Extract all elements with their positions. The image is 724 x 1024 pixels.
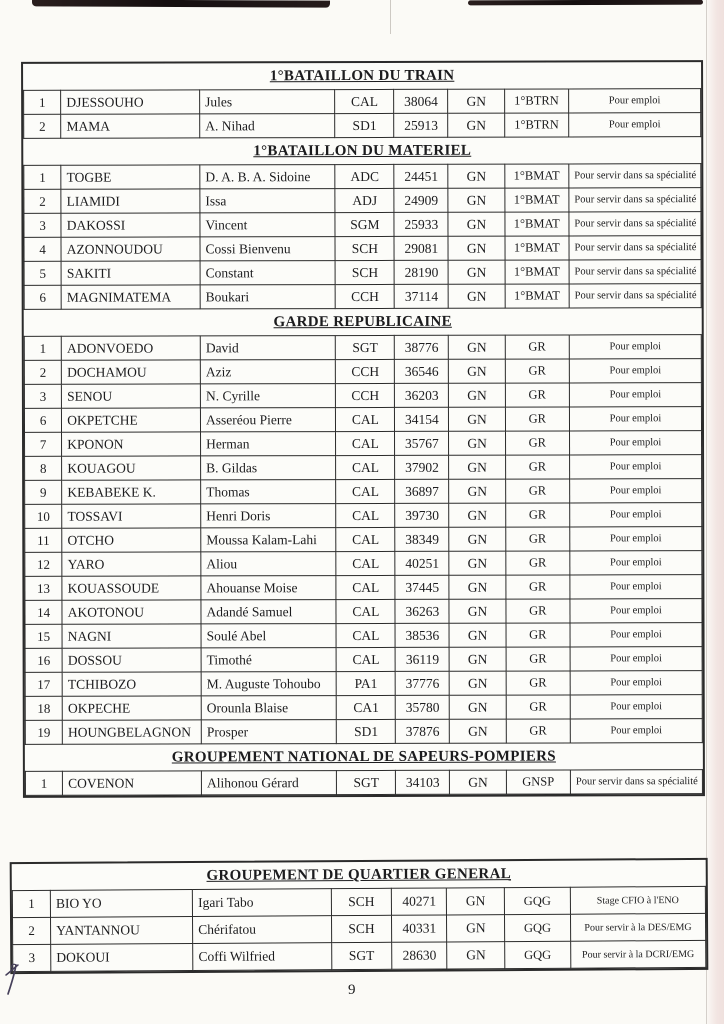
table-cell: 1°BMAT xyxy=(505,212,569,236)
table-cell: CAL xyxy=(336,479,395,503)
table-cell: Pour emploi xyxy=(570,671,702,695)
table-cell: CAL xyxy=(336,455,395,479)
table-cell: SCH xyxy=(331,888,391,915)
table-row xyxy=(25,770,702,796)
section-title xyxy=(25,743,703,771)
table-cell: 14 xyxy=(25,600,62,624)
table-cell: Stage CFIO à l'ENO xyxy=(570,886,705,914)
table-cell: COVENON xyxy=(63,771,202,795)
table-cell: Aziz xyxy=(200,360,335,384)
table-cell: Pour emploi xyxy=(569,113,701,137)
table-cell: SGT xyxy=(337,770,396,794)
table-cell: Pour servir dans sa spécialité xyxy=(569,164,701,188)
table-cell: Boukari xyxy=(200,285,335,309)
table-row xyxy=(25,431,702,457)
table-cell: DOKOUI xyxy=(51,944,193,972)
table-cell: David xyxy=(200,336,335,360)
table-cell: 11 xyxy=(25,528,62,552)
table-cell: GN xyxy=(448,164,504,188)
table-cell: GN xyxy=(450,719,506,743)
table-cell: AKOTONOU xyxy=(62,600,201,624)
table-cell: KOUAGOU xyxy=(62,456,201,480)
table-cell: D. A. B. A. Sidoine xyxy=(200,165,335,189)
page-edge-tint xyxy=(706,0,724,1024)
table-cell: GN xyxy=(449,260,505,284)
table-cell: 29081 xyxy=(394,236,448,260)
table-cell: GR xyxy=(505,455,569,479)
table-cell: Ahouanse Moise xyxy=(201,576,336,600)
table-cell: 40331 xyxy=(392,915,448,942)
table-cell: Vincent xyxy=(200,213,335,237)
table-cell: 13 xyxy=(25,576,62,600)
table-cell: Pour emploi xyxy=(570,623,702,647)
table-cell: OKPECHE xyxy=(62,696,201,720)
table-cell: BIO YO xyxy=(50,890,192,918)
table-cell: GN xyxy=(449,599,505,623)
table-cell: GN xyxy=(449,551,505,575)
table-cell: GR xyxy=(506,671,570,695)
table-row xyxy=(25,479,702,505)
table-cell: NAGNI xyxy=(62,624,201,648)
table-cell: Thomas xyxy=(201,480,336,504)
table-cell: CAL xyxy=(336,551,395,575)
table-cell: CCH xyxy=(336,284,395,308)
table-cell: GR xyxy=(506,695,570,719)
table-cell: CAL xyxy=(336,647,395,671)
table-cell: 6 xyxy=(24,408,61,432)
table-cell: 35767 xyxy=(395,431,449,455)
table-cell: GN xyxy=(448,113,504,137)
handwritten-x-mark xyxy=(2,962,26,998)
table-cell: 18 xyxy=(25,696,62,720)
table-cell: 37876 xyxy=(396,719,450,743)
table-cell: CCH xyxy=(336,383,395,407)
table-cell: GQG xyxy=(504,914,570,941)
table-cell: Pour servir à la DCRI/EMG xyxy=(570,940,705,968)
table-cell: CCH xyxy=(336,359,395,383)
table-cell: Pour emploi xyxy=(570,575,702,599)
table-cell: Pour servir dans sa spécialité xyxy=(569,188,701,212)
table-cell: GQG xyxy=(504,887,570,914)
table-row xyxy=(25,719,702,745)
section-table xyxy=(12,886,706,972)
table-cell: 37776 xyxy=(395,671,449,695)
table-cell: N. Cyrille xyxy=(200,384,335,408)
table-cell: GN xyxy=(450,671,506,695)
table-cell: SENOU xyxy=(62,384,201,408)
table-cell: 1°BMAT xyxy=(505,236,569,260)
table-cell: Pour emploi xyxy=(569,431,701,455)
table-cell: 1 xyxy=(24,165,61,189)
table-cell: Pour emploi xyxy=(569,89,701,113)
table-cell: Pour emploi xyxy=(570,551,702,575)
table-row xyxy=(24,383,701,409)
table-cell: CAL xyxy=(336,407,395,431)
table-cell: 1°BMAT xyxy=(504,164,568,188)
table-cell: 37114 xyxy=(394,284,448,308)
table-section-bataillon-materiel xyxy=(23,137,701,310)
table-row xyxy=(24,335,701,361)
table-cell: 17 xyxy=(25,672,62,696)
table-cell: 1°BMAT xyxy=(505,188,569,212)
table-cell: ADONVOEDO xyxy=(61,336,200,360)
table-section-garde-republicaine xyxy=(24,308,703,745)
table-cell: Cossi Bienvenu xyxy=(200,237,335,261)
table-cell: Pour servir dans sa spécialité xyxy=(569,212,701,236)
section-title-text: 1°BATAILLON DU MATERIEL xyxy=(253,142,472,160)
personnel-table-quartier-general xyxy=(10,858,709,974)
table-cell: GR xyxy=(506,623,570,647)
table-cell: SCH xyxy=(335,236,394,260)
table-row xyxy=(25,551,702,577)
table-cell: 2 xyxy=(24,189,61,213)
table-cell: Pour servir dans sa spécialité xyxy=(570,770,702,794)
table-cell: GN xyxy=(448,212,504,236)
table-cell: GN xyxy=(447,888,505,915)
table-cell: GQG xyxy=(505,941,571,968)
table-cell: GN xyxy=(450,647,506,671)
scanner-ink-artifact-left xyxy=(32,0,330,8)
table-cell: Herman xyxy=(201,432,336,456)
table-cell: GN xyxy=(449,359,505,383)
table-cell: Pour emploi xyxy=(569,359,701,383)
table-row xyxy=(25,599,702,625)
table-cell: 5 xyxy=(24,261,61,285)
table-cell: GR xyxy=(505,335,569,359)
table-cell: 7 xyxy=(25,432,62,456)
table-row xyxy=(24,284,701,310)
paper-fold-line xyxy=(390,0,391,34)
table-cell: GN xyxy=(447,915,505,942)
page-number: 9 xyxy=(348,982,356,998)
table-cell: M. Auguste Tohoubo xyxy=(201,672,336,696)
table-cell: 1°BTRN xyxy=(504,113,568,137)
table-cell: B. Gildas xyxy=(201,456,336,480)
table-cell: YARO xyxy=(62,552,201,576)
table-cell: GR xyxy=(505,479,569,503)
table-cell: GNSP xyxy=(506,770,570,794)
table-cell: Alihonou Gérard xyxy=(201,771,336,795)
table-cell: TCHIBOZO xyxy=(62,672,201,696)
table-cell: GR xyxy=(506,647,570,671)
table-cell: Pour servir dans sa spécialité xyxy=(569,284,701,308)
table-cell: 12 xyxy=(25,552,62,576)
section-table xyxy=(25,769,703,796)
table-cell: GN xyxy=(448,236,504,260)
table-cell: SGT xyxy=(331,942,391,969)
table-cell: GR xyxy=(505,503,569,527)
table-cell: GR xyxy=(506,599,570,623)
table-cell: Coffi Wilfried xyxy=(193,943,332,971)
table-cell: CAL xyxy=(336,623,395,647)
table-cell: KPONON xyxy=(62,432,201,456)
table-cell: Pour emploi xyxy=(569,335,701,359)
table-row xyxy=(25,695,702,721)
table-cell: 15 xyxy=(25,624,62,648)
table-row xyxy=(24,260,701,286)
table-cell: Igari Tabo xyxy=(193,889,332,917)
table-cell: 4 xyxy=(24,237,61,261)
table-cell: Constant xyxy=(200,261,335,285)
table-cell: 1°BTRN xyxy=(504,89,568,113)
personnel-table-main xyxy=(21,60,705,798)
table-row xyxy=(24,359,701,385)
table-cell: Moussa Kalam-Lahi xyxy=(201,528,336,552)
table-cell: GN xyxy=(449,503,505,527)
table-cell: GN xyxy=(449,479,505,503)
table-cell: GN xyxy=(449,623,505,647)
table-cell: GN xyxy=(449,575,505,599)
table-cell: 1 xyxy=(24,336,61,360)
table-cell: GR xyxy=(505,359,569,383)
table-cell: 1 xyxy=(24,90,61,114)
table-row xyxy=(25,455,702,481)
table-cell: CAL xyxy=(336,527,395,551)
table-cell: GR xyxy=(505,527,569,551)
table-row xyxy=(24,236,701,262)
table-cell: Pour emploi xyxy=(570,503,702,527)
table-cell: GN xyxy=(449,527,505,551)
table-cell: GN xyxy=(448,188,504,212)
table-cell: Aliou xyxy=(201,552,336,576)
table-row xyxy=(24,113,701,139)
table-cell: 40271 xyxy=(391,888,447,915)
table-cell: Issa xyxy=(200,189,335,213)
table-cell: Chérifatou xyxy=(193,916,332,944)
table-row xyxy=(25,623,702,649)
table-cell: GN xyxy=(449,455,505,479)
table-cell: Pour emploi xyxy=(570,455,702,479)
table-cell: Pour servir dans sa spécialité xyxy=(569,260,701,284)
table-cell: TOSSAVI xyxy=(62,504,201,528)
table-row xyxy=(25,647,702,673)
table-cell: 25913 xyxy=(394,113,448,137)
section-title xyxy=(23,137,701,165)
table-cell: SD1 xyxy=(335,113,394,137)
table-cell: GN xyxy=(449,383,505,407)
scanner-ink-artifact-right xyxy=(468,0,703,5)
table-cell: 2 xyxy=(24,360,61,384)
table-cell: Adandé Samuel xyxy=(201,600,336,624)
table-cell: GN xyxy=(449,431,505,455)
table-row xyxy=(12,886,705,917)
table-cell: 25933 xyxy=(394,212,448,236)
table-cell: 9 xyxy=(25,480,62,504)
section-table xyxy=(24,334,703,745)
table-cell: Pour emploi xyxy=(570,695,702,719)
table-cell: Pour emploi xyxy=(569,383,701,407)
table-cell: CAL xyxy=(336,599,395,623)
table-cell: OTCHO xyxy=(62,528,201,552)
table-cell: CAL xyxy=(336,575,395,599)
table-cell: Pour emploi xyxy=(570,599,702,623)
section-title xyxy=(23,62,701,90)
table-cell: SCH xyxy=(331,915,391,942)
table-cell: 36203 xyxy=(395,383,449,407)
table-cell: Pour emploi xyxy=(570,479,702,503)
table-cell: GR xyxy=(505,383,569,407)
table-cell: CA1 xyxy=(337,695,396,719)
table-cell: Asseréou Pierre xyxy=(200,408,335,432)
table-cell: 3 xyxy=(13,944,51,971)
table-cell: 38349 xyxy=(395,527,449,551)
table-cell: 34154 xyxy=(395,407,449,431)
table-cell: ADC xyxy=(335,164,394,188)
table-cell: 38536 xyxy=(395,623,449,647)
table-cell: AZONNOUDOU xyxy=(61,237,200,261)
table-cell: 36263 xyxy=(395,599,449,623)
table-cell: SCH xyxy=(335,260,394,284)
table-row xyxy=(24,212,701,238)
table-cell: SD1 xyxy=(337,719,396,743)
table-row xyxy=(25,575,702,601)
table-cell: DAKOSSI xyxy=(61,213,200,237)
table-cell: 8 xyxy=(25,456,62,480)
section-title-text: GARDE REPUBLICAINE xyxy=(273,313,452,331)
table-cell: SGT xyxy=(336,335,395,359)
table-section-quartier-general xyxy=(12,860,707,972)
table-cell: SAKITI xyxy=(61,261,200,285)
section-title-text: 1°BATAILLON DU TRAIN xyxy=(269,67,455,85)
table-cell: Jules xyxy=(200,90,335,114)
section-title xyxy=(24,308,702,336)
table-section-bataillon-train xyxy=(23,62,701,139)
table-cell: 28190 xyxy=(394,260,448,284)
section-table xyxy=(23,163,701,310)
table-cell: DOSSOU xyxy=(62,648,201,672)
table-cell: Pour emploi xyxy=(570,719,702,743)
table-cell: Pour servir dans sa spécialité xyxy=(569,236,701,260)
table-cell: DJESSOUHO xyxy=(61,90,200,114)
table-cell: 36119 xyxy=(395,647,449,671)
table-cell: Orounla Blaise xyxy=(201,696,336,720)
section-title-text: GROUPEMENT DE QUARTIER GENERAL xyxy=(206,866,512,884)
table-cell: Pour emploi xyxy=(569,407,701,431)
table-cell: 1 xyxy=(25,771,62,795)
table-cell: 38776 xyxy=(395,335,449,359)
table-cell: CAL xyxy=(335,89,394,113)
table-cell: 2 xyxy=(13,917,51,944)
table-cell: GN xyxy=(449,335,505,359)
table-cell: GN xyxy=(447,942,505,969)
table-row xyxy=(25,527,702,553)
table-cell: TOGBE xyxy=(61,165,200,189)
table-row xyxy=(13,913,706,944)
section-table xyxy=(23,88,701,139)
table-row xyxy=(24,164,701,190)
table-cell: 39730 xyxy=(395,503,449,527)
table-row xyxy=(24,89,701,115)
table-cell: 1°BMAT xyxy=(505,260,569,284)
table-row xyxy=(13,940,706,971)
table-cell: 19 xyxy=(25,720,62,744)
table-cell: 28630 xyxy=(392,942,448,969)
table-cell: GR xyxy=(505,407,569,431)
table-cell: KOUASSOUDE xyxy=(62,576,201,600)
table-row xyxy=(25,503,702,529)
table-row xyxy=(24,188,701,214)
table-cell: SGM xyxy=(335,212,394,236)
table-cell: A. Nihad xyxy=(200,114,335,138)
table-cell: HOUNGBELAGNON xyxy=(62,720,201,744)
table-cell: 1 xyxy=(12,890,50,917)
table-cell: GR xyxy=(505,431,569,455)
table-cell: Pour servir à la DES/EMG xyxy=(570,913,705,941)
table-cell: 36546 xyxy=(395,359,449,383)
table-cell: Prosper xyxy=(201,720,336,744)
table-cell: CAL xyxy=(336,431,395,455)
table-cell: Timothé xyxy=(201,648,336,672)
table-cell: MAGNIMATEMA xyxy=(61,285,200,309)
table-cell: 2 xyxy=(24,114,61,138)
table-cell: Soulé Abel xyxy=(201,624,336,648)
table-cell: 16 xyxy=(25,648,62,672)
table-cell: GR xyxy=(505,551,569,575)
table-section-sapeurs-pompiers xyxy=(25,743,703,796)
table-cell: 37902 xyxy=(395,455,449,479)
table-cell: 34103 xyxy=(396,770,450,794)
table-cell: PA1 xyxy=(337,671,396,695)
table-cell: OKPETCHE xyxy=(62,408,201,432)
table-cell: 40251 xyxy=(395,551,449,575)
table-cell: 36897 xyxy=(395,479,449,503)
table-cell: Henri Doris xyxy=(201,504,336,528)
table-cell: 35780 xyxy=(395,695,449,719)
table-cell: 10 xyxy=(25,504,62,528)
table-cell: 3 xyxy=(24,384,61,408)
table-cell: GN xyxy=(449,284,505,308)
table-cell: 1°BMAT xyxy=(505,284,569,308)
table-cell: GN xyxy=(450,770,506,794)
table-cell: CAL xyxy=(336,503,395,527)
table-row xyxy=(24,407,701,433)
table-cell: GN xyxy=(450,695,506,719)
table-cell: GR xyxy=(506,575,570,599)
table-cell: 37445 xyxy=(395,575,449,599)
table-cell: LIAMIDI xyxy=(61,189,200,213)
table-cell: 38064 xyxy=(394,89,448,113)
table-row xyxy=(25,671,702,697)
table-cell: GN xyxy=(448,89,504,113)
table-cell: KEBABEKE K. xyxy=(62,480,201,504)
table-cell: DOCHAMOU xyxy=(62,360,201,384)
table-cell: 6 xyxy=(24,285,61,309)
table-cell: 3 xyxy=(24,213,61,237)
table-cell: YANTANNOU xyxy=(51,917,193,945)
table-cell: Pour emploi xyxy=(570,527,702,551)
table-cell: 24909 xyxy=(394,188,448,212)
section-title-text: GROUPEMENT NATIONAL DE SAPEURS-POMPIERS xyxy=(171,748,556,766)
table-cell: MAMA xyxy=(61,114,200,138)
table-cell: ADJ xyxy=(335,188,394,212)
table-cell: GR xyxy=(506,719,570,743)
table-cell: Pour emploi xyxy=(570,647,702,671)
table-cell: GN xyxy=(449,407,505,431)
table-cell: 24451 xyxy=(394,164,448,188)
